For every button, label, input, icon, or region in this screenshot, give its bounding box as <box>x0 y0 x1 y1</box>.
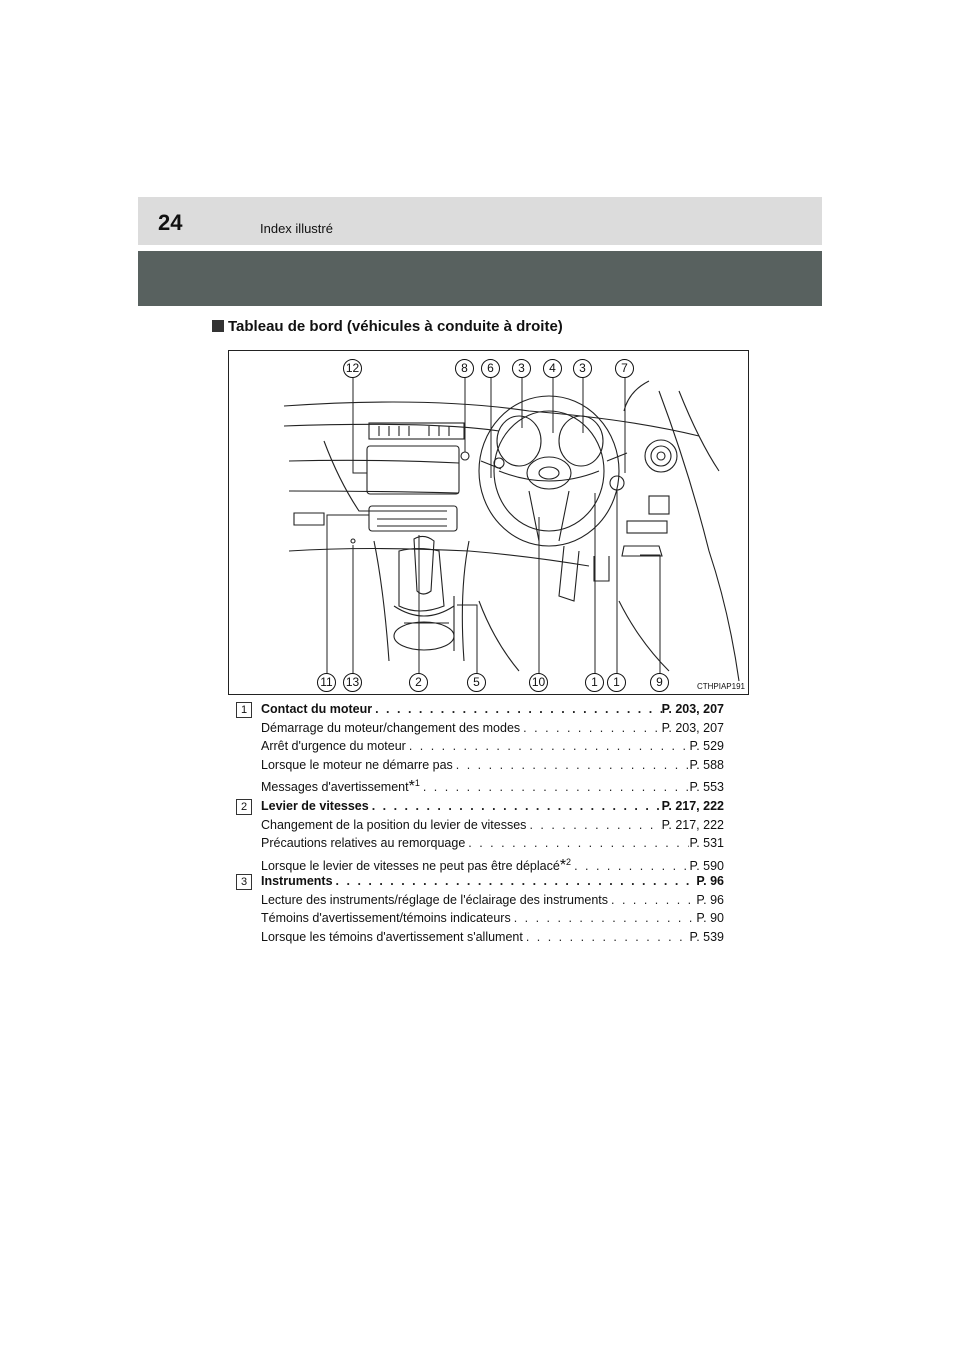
page-ref: P. 529 <box>689 739 724 753</box>
callout-6: 6 <box>481 359 500 378</box>
sub-label: Précautions relatives au remorquage <box>261 836 466 850</box>
asterisk-icon: * <box>408 778 415 796</box>
callout-9: 9 <box>650 673 669 692</box>
entry-title: Instruments <box>261 874 333 888</box>
page-ref: P. 96 <box>696 874 724 888</box>
entry-main-line <box>261 700 724 719</box>
entry-sub-line <box>261 774 724 796</box>
page-ref: P. 531 <box>689 836 724 850</box>
entry-sub-line <box>261 756 724 775</box>
asterisk-icon: * <box>559 856 567 874</box>
entry-sub-line <box>261 909 724 928</box>
entry-sub-line <box>261 719 724 738</box>
page-ref: P. 90 <box>696 911 724 925</box>
entry-title: Levier de vitesses <box>261 799 369 813</box>
page-ref: P. 203, 207 <box>661 720 724 735</box>
header-title: Index illustré <box>260 221 333 236</box>
index-entry-1 <box>236 700 726 795</box>
heading-square-icon <box>212 320 224 332</box>
sub-label: Lorsque le moteur ne démarre pas <box>261 757 453 772</box>
index-entry-3 <box>236 872 726 948</box>
dashboard-drawing <box>229 351 749 695</box>
sub-label: Messages d'avertissement*$^1$ <box>261 778 420 796</box>
figure-code: CTHPIAP191 <box>696 682 745 691</box>
entry-sub-line <box>261 853 724 872</box>
page-ref: P. 217, 222 <box>661 799 724 813</box>
callout-10: 10 <box>529 673 548 692</box>
page-ref: P. 553 <box>689 780 724 795</box>
page-ref: P. 96 <box>696 892 724 907</box>
callout-1-left: 1 <box>585 673 604 692</box>
sub-label: Arrêt d'urgence du moteur <box>261 739 406 753</box>
page-ref: P. 539 <box>689 929 724 944</box>
sub-label: Démarrage du moteur/changement des modes <box>261 720 521 735</box>
callout-8: 8 <box>455 359 474 378</box>
page-ref: P. 217, 222 <box>661 817 724 832</box>
callout-3-right: 3 <box>573 359 592 378</box>
sub-label: Changement de la position du levier de vitesses <box>261 817 527 832</box>
sub-label: Témoins d'avertissement/témoins indicateurs <box>261 911 511 925</box>
entry-number: 2 <box>236 799 252 815</box>
section-heading-text: Tableau de bord (véhicules à conduite à droite) <box>228 318 563 335</box>
callout-2: 2 <box>409 673 428 692</box>
entry-main-line <box>261 872 724 891</box>
page-header <box>138 197 822 245</box>
callout-7: 7 <box>615 359 634 378</box>
page-ref: P. 590 <box>689 858 724 873</box>
header-band <box>138 251 822 306</box>
callout-3-left: 3 <box>512 359 531 378</box>
callout-1-right: 1 <box>607 673 626 692</box>
callout-11: 11 <box>317 673 336 692</box>
entry-main-line <box>261 797 724 816</box>
sub-label: Lorsque le levier de vitesses ne peut pas être déplacé*$^2$ <box>261 856 572 874</box>
entry-number: 1 <box>236 702 252 718</box>
footnote-ref: 2 <box>566 856 572 867</box>
callout-5: 5 <box>467 673 486 692</box>
entry-title: Contact du moteur <box>261 702 373 716</box>
footnote-ref: 1 <box>414 778 420 788</box>
page-number: 24 <box>158 210 183 235</box>
entry-sub-line <box>261 816 724 835</box>
entry-sub-line <box>261 928 724 947</box>
sub-label: Lecture des instruments/réglage de l'éclairage des instruments <box>261 892 609 907</box>
entry-sub-line <box>261 737 724 756</box>
page-ref: P. 588 <box>689 757 724 772</box>
callout-12: 12 <box>343 359 362 378</box>
sub-label: Lorsque les témoins d'avertissement s'allument <box>261 929 523 944</box>
index-entry-2 <box>236 797 726 873</box>
entry-number: 3 <box>236 874 252 890</box>
callout-13: 13 <box>343 673 362 692</box>
entry-sub-line <box>261 834 724 853</box>
dashboard-illustration <box>228 350 749 695</box>
page-ref: P. 203, 207 <box>661 702 724 716</box>
entry-sub-line <box>261 891 724 910</box>
section-heading <box>212 318 563 335</box>
callout-4: 4 <box>543 359 562 378</box>
